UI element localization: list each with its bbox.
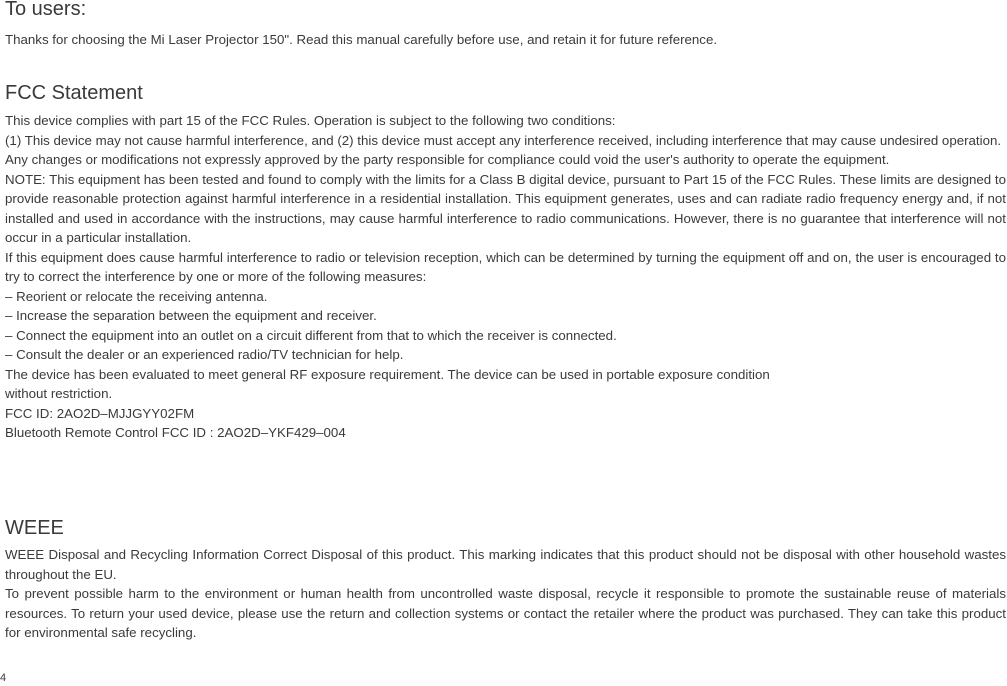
users-text: Thanks for choosing the Mi Laser Projector 150". Read this manual carefully before use, and retain it for future reference. <box>5 32 718 47</box>
weee-heading: WEEE <box>5 517 64 539</box>
fcc-note-paragraph: NOTE: This equipment has been tested and found to comply with the limits for a Class B digital device, pursuant to Part 15 of the FCC Rules. These limits are designed to provide reasonable protection against harmful interference in a residential installation. This equipment generates, uses and can radiate radio frequency energy and, if not installed and used in accordance with the instructions, may cause harmful interference to radio communications. However, there is no guarantee that interference will not occur in a particular installation. <box>5 171 1006 245</box>
fcc-paragraph: Any changes or modifications not expressly approved by the party responsible for compliance could void the user's authority to operate the equipment. <box>5 152 890 167</box>
fcc-measure-item: – Connect the equipment into an outlet on a circuit different from that to which the receiver is connected. <box>5 327 617 343</box>
weee-section <box>5 517 1006 643</box>
fcc-section <box>5 82 1006 443</box>
fcc-id: FCC ID: 2AO2D–MJJGYY02FM <box>5 405 195 421</box>
fcc-paragraph: If this equipment does cause harmful interference to radio or television reception, which can be determined by turning the equipment off and on, the user is encouraged to try to correct the interference by one or more of the following measures: <box>5 249 1006 284</box>
fcc-paragraph: This device complies with part 15 of the FCC Rules. Operation is subject to the following two conditions: <box>5 113 616 128</box>
weee-paragraph: To prevent possible harm to the environment or human health from uncontrolled waste disposal, recycle it responsible to promote the sustainable reuse of materials resources. To return your used device, please use the return and collection systems or contact the retailer where the product was purchased. They can take this product for environmental safe recycling. <box>5 586 1006 640</box>
fcc-measure-item: – Increase the separation between the equipment and receiver. <box>5 308 377 323</box>
fcc-measure-item: – Reorient or relocate the receiving antenna. <box>5 288 268 304</box>
users-heading: To users: <box>5 0 87 20</box>
fcc-heading: FCC Statement <box>5 82 143 104</box>
rf-exposure-text: without restriction. <box>5 386 113 401</box>
fcc-measure-item: – Consult the dealer or an experienced radio/TV technician for help. <box>5 347 404 362</box>
remote-fcc-id: Bluetooth Remote Control FCC ID : 2AO2D–YKF429–004 <box>5 425 346 440</box>
weee-paragraph: WEEE Disposal and Recycling Information Correct Disposal of this product. This marking indicates that this product should not be disposal with other household wastes throughout the EU. <box>5 547 1006 582</box>
rf-exposure-text: The device has been evaluated to meet general RF exposure requirement. The device can be used in portable exposure condition <box>5 366 770 382</box>
page-number: 4 <box>0 672 7 684</box>
fcc-paragraph: (1) This device may not cause harmful interference, and (2) this device must accept any interference received, including interference that may cause undesired operation. <box>5 132 1002 148</box>
